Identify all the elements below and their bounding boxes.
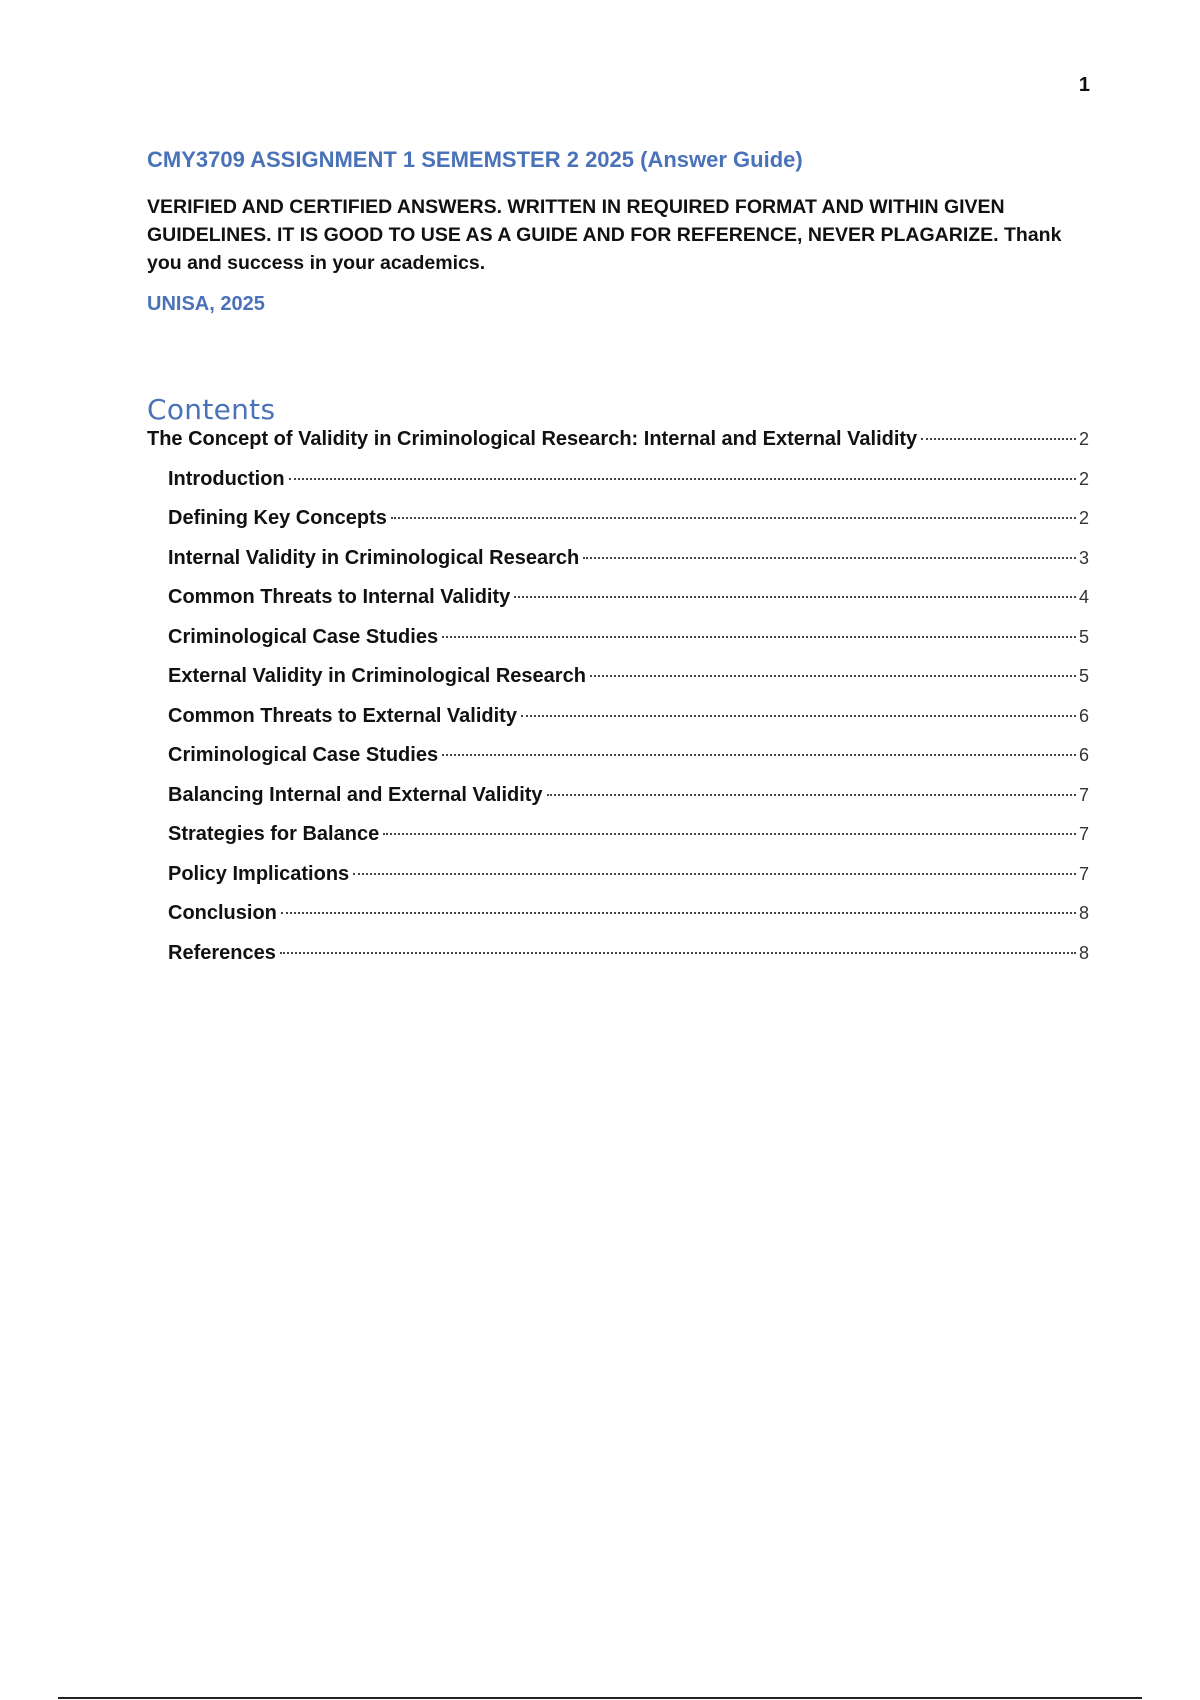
toc-entry[interactable] bbox=[147, 942, 1089, 982]
toc-entry-label: Introduction bbox=[168, 467, 285, 490]
toc-dot-leader bbox=[280, 952, 1076, 954]
toc-entry-label: Common Threats to External Validity bbox=[168, 704, 517, 727]
toc-entry[interactable] bbox=[147, 547, 1089, 587]
toc-entry[interactable] bbox=[147, 863, 1089, 903]
toc-entry-page: 7 bbox=[1078, 824, 1089, 844]
toc-entry-label: Common Threats to Internal Validity bbox=[168, 586, 511, 608]
toc-dot-leader bbox=[281, 912, 1076, 914]
toc-entry-label: Balancing Internal and External Validity bbox=[168, 783, 543, 806]
toc-entry-label: Internal Validity in Criminological Research bbox=[168, 546, 580, 569]
toc-entry-page: 2 bbox=[1078, 429, 1089, 449]
toc-entry-label: Defining Key Concepts bbox=[168, 507, 387, 529]
toc-entry-page: 2 bbox=[1078, 468, 1089, 489]
toc-entry-page: 5 bbox=[1078, 626, 1089, 647]
toc-entry-label: References bbox=[168, 941, 276, 964]
toc-entry[interactable] bbox=[147, 665, 1089, 705]
toc-dot-leader bbox=[442, 754, 1076, 756]
toc-entry-label: Strategies for Balance bbox=[168, 823, 380, 845]
toc-dot-leader bbox=[442, 636, 1076, 638]
toc-dot-leader bbox=[521, 715, 1076, 717]
toc-entry-page: 6 bbox=[1078, 705, 1089, 726]
toc-entry-page: 7 bbox=[1078, 784, 1089, 805]
toc-dot-leader bbox=[514, 596, 1076, 598]
table-of-contents bbox=[147, 428, 1089, 981]
toc-entry-page: 2 bbox=[1078, 508, 1089, 528]
toc-dot-leader bbox=[921, 438, 1076, 440]
toc-dot-leader bbox=[383, 833, 1076, 835]
toc-entry[interactable] bbox=[147, 468, 1089, 508]
toc-entry[interactable] bbox=[147, 626, 1089, 666]
toc-dot-leader bbox=[547, 794, 1076, 796]
toc-entry[interactable] bbox=[147, 705, 1089, 745]
toc-entry[interactable] bbox=[147, 507, 1089, 547]
toc-entry-label: Criminological Case Studies bbox=[168, 625, 439, 648]
toc-entry[interactable] bbox=[147, 823, 1089, 863]
footer-rule bbox=[58, 1697, 1142, 1699]
toc-entry-page: 8 bbox=[1078, 942, 1089, 963]
document-intro: VERIFIED AND CERTIFIED ANSWERS. WRITTEN IN REQUIRED FORMAT AND WITHIN GIVEN GUIDELINES. IT IS GOOD TO USE AS A GUIDE AND FOR REFERENCE, NEVER PLAGARIZE. Thank you and success in your academics. bbox=[147, 196, 1062, 274]
toc-entry-page: 7 bbox=[1078, 863, 1089, 884]
toc-entry[interactable] bbox=[147, 784, 1089, 824]
document-org: UNISA, 2025 bbox=[147, 293, 265, 315]
toc-entry-label: Conclusion bbox=[168, 902, 277, 924]
toc-entry-page: 4 bbox=[1078, 587, 1089, 607]
toc-heading: Contents bbox=[147, 393, 276, 426]
toc-entry[interactable] bbox=[147, 744, 1089, 784]
toc-dot-leader bbox=[353, 873, 1076, 875]
toc-entry-label: The Concept of Validity in Criminological Research: Internal and External Validity bbox=[147, 428, 918, 450]
toc-dot-leader bbox=[391, 517, 1076, 519]
toc-entry-page: 3 bbox=[1078, 547, 1089, 568]
toc-entry-page: 5 bbox=[1078, 666, 1089, 686]
toc-entry-page: 8 bbox=[1078, 903, 1089, 923]
page-number: 1 bbox=[1078, 74, 1090, 96]
toc-dot-leader bbox=[289, 478, 1076, 480]
toc-entry[interactable] bbox=[147, 586, 1089, 626]
toc-entry[interactable] bbox=[147, 902, 1089, 942]
toc-entry-label: Criminological Case Studies bbox=[168, 744, 439, 766]
toc-dot-leader bbox=[590, 675, 1076, 677]
toc-entry-label: Policy Implications bbox=[168, 862, 350, 885]
toc-entry-page: 6 bbox=[1078, 745, 1089, 765]
toc-entry[interactable] bbox=[147, 428, 1089, 468]
toc-entry-label: External Validity in Criminological Research bbox=[168, 665, 586, 687]
document-title: CMY3709 ASSIGNMENT 1 SEMEMSTER 2 2025 (Answer Guide) bbox=[147, 147, 803, 172]
toc-dot-leader bbox=[583, 557, 1076, 559]
